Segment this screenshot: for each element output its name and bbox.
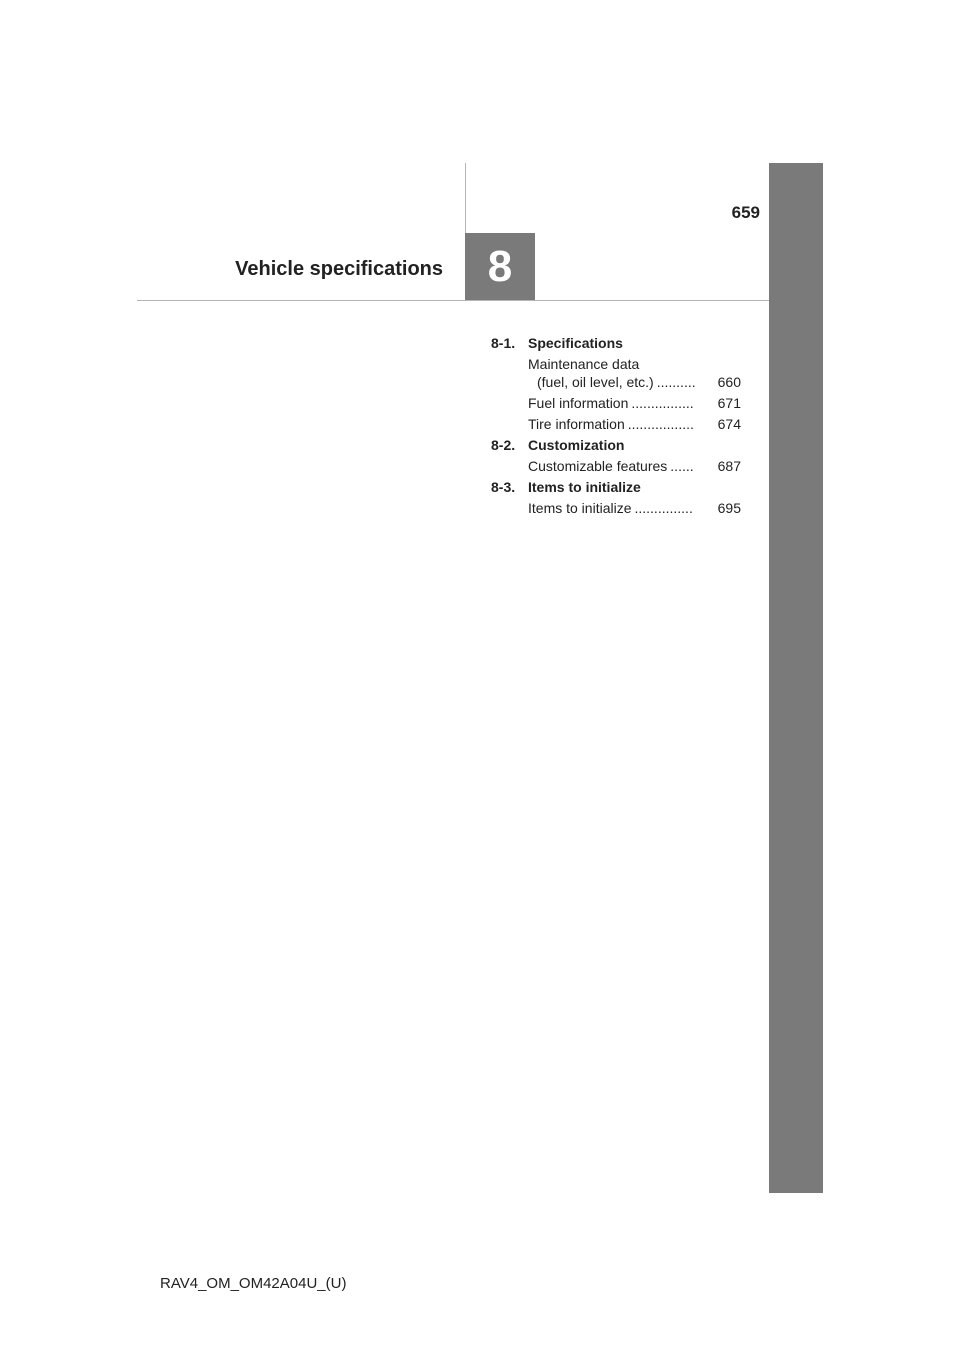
toc-entry-page: 674: [717, 416, 741, 432]
toc-dot-leader: ..........: [656, 374, 696, 390]
chapter-side-tab: [769, 163, 823, 1193]
document-code-footer: RAV4_OM_OM42A04U_(U): [160, 1275, 347, 1292]
toc-entry-page: 671: [717, 395, 741, 411]
toc-entry[interactable]: [528, 415, 741, 433]
toc-entry-label: Customizable features: [528, 458, 668, 474]
toc-dot-leader: .................: [627, 416, 694, 432]
toc-section-title: Items to initialize: [528, 479, 641, 495]
header-horizontal-rule: [137, 300, 823, 301]
toc-entry-label-continued: (fuel, oil level, etc.): [537, 374, 654, 390]
chapter-title: Vehicle specifications: [235, 258, 443, 280]
toc-dot-leader: ................: [631, 395, 694, 411]
toc-section-title: Customization: [528, 437, 625, 453]
toc-dot-leader: ...............: [634, 500, 693, 516]
toc-entry-label: Maintenance data: [528, 356, 640, 372]
toc-dot-leader: ......: [670, 458, 694, 474]
toc-entry[interactable]: [528, 355, 741, 391]
toc-section-number: 8-3.: [491, 479, 516, 495]
header-vertical-rule: [465, 163, 466, 233]
toc-entry-label: Tire information: [528, 416, 625, 432]
toc-entry[interactable]: [528, 457, 741, 475]
toc-entry-page: 660: [717, 374, 741, 390]
toc-entry-page: 687: [717, 458, 741, 474]
toc-entry-label: Fuel information: [528, 395, 629, 411]
toc-section-number: 8-2.: [491, 437, 516, 453]
table-of-contents: [491, 334, 741, 520]
toc-section-heading[interactable]: [491, 334, 741, 352]
chapter-number-box: 8: [465, 233, 535, 301]
toc-entry[interactable]: [528, 394, 741, 412]
toc-entry-label: Items to initialize: [528, 500, 632, 516]
toc-section-title: Specifications: [528, 335, 623, 351]
toc-section-heading[interactable]: [491, 478, 741, 496]
toc-section-number: 8-1.: [491, 335, 516, 351]
toc-entry-page: 695: [717, 500, 741, 516]
page-number: 659: [731, 203, 760, 222]
toc-section-heading[interactable]: [491, 436, 741, 454]
toc-entry[interactable]: [528, 499, 741, 517]
